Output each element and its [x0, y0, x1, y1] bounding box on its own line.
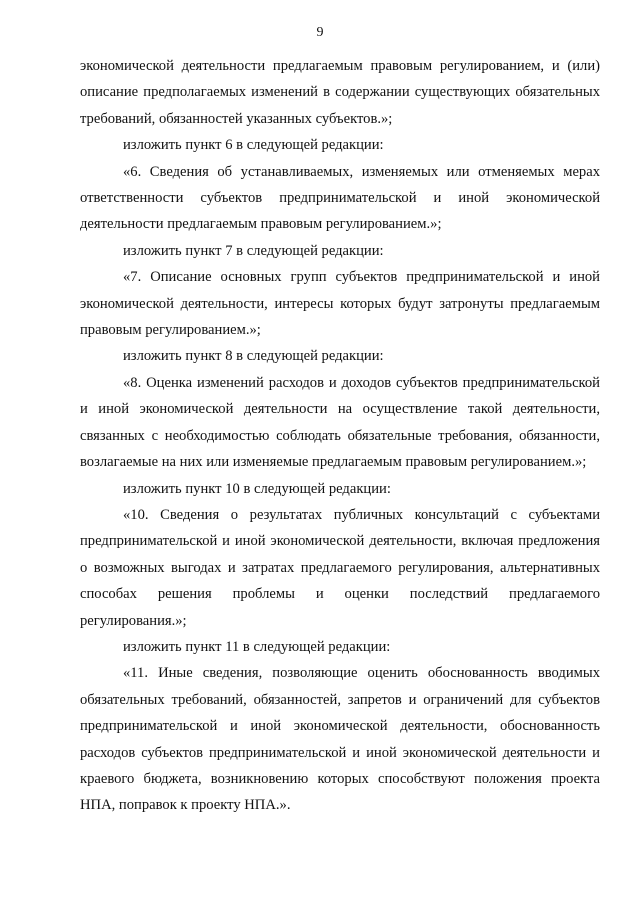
- paragraph-item-11-text: «11. Иные сведения, позволяющие оценить обоснованность вводимых обязательных требований, обязанностей, запретов и ограничений для субъектов предпринимательской и иной экономической деятельности, обоснованность расходов субъектов предпринимательской и иной экономической деятельности и краевого бюджета, возникновению которых способствуют положения проекта НПА, поправок к проекту НПА.».: [80, 665, 600, 814]
- paragraph-continuation: экономической деятельности предлагаемым правовым регулированием, и (или) описание предполагаемых изменений в содержании существующих обязательных требований, обязанностей указанных субъектов.»;: [80, 58, 600, 127]
- paragraph-item-6-text: «6. Сведения об устанавливаемых, изменяемых или отменяемых мерах ответственности субъектов предпринимательской и иной экономической деятельности предлагаемым правовым регулированием.»;: [80, 163, 600, 233]
- page-number: 9: [316, 25, 324, 40]
- paragraph-amend-item-6: изложить пункт 6 в следующей редакции:: [123, 137, 384, 154]
- paragraph-item-8-text: «8. Оценка изменений расходов и доходов субъектов предпринимательской и иной экономической деятельности на осуществление такой деятельности, связанных с необходимостью соблюдать обязательные требования, обязанности, возлагаемые на них или изменяемые предлагаемым правовым регулированием.»;: [80, 374, 600, 471]
- paragraph-amend-item-10: изложить пункт 10 в следующей редакции:: [123, 480, 391, 497]
- paragraph-amend-item-11: изложить пункт 11 в следующей редакции:: [123, 638, 391, 655]
- paragraph-amend-item-7: изложить пункт 7 в следующей редакции:: [123, 242, 384, 259]
- paragraph-item-7-text: «7. Описание основных групп субъектов предпринимательской и иной экономической деятельности, интересы которых будут затронуты предлагаемым правовым регулированием.»;: [80, 269, 600, 339]
- paragraph-amend-item-8: изложить пункт 8 в следующей редакции:: [123, 348, 384, 365]
- document-body: [80, 53, 600, 819]
- paragraph-item-10-text: «10. Сведения о результатах публичных консультаций с субъектами предпринимательской и иной экономической деятельности, включая предложения о возможных выгодах и затратах предлагаемого регулирования, альтернативных способах решения проблемы и оценки последствий предлагаемого регулирования.»;: [80, 506, 600, 629]
